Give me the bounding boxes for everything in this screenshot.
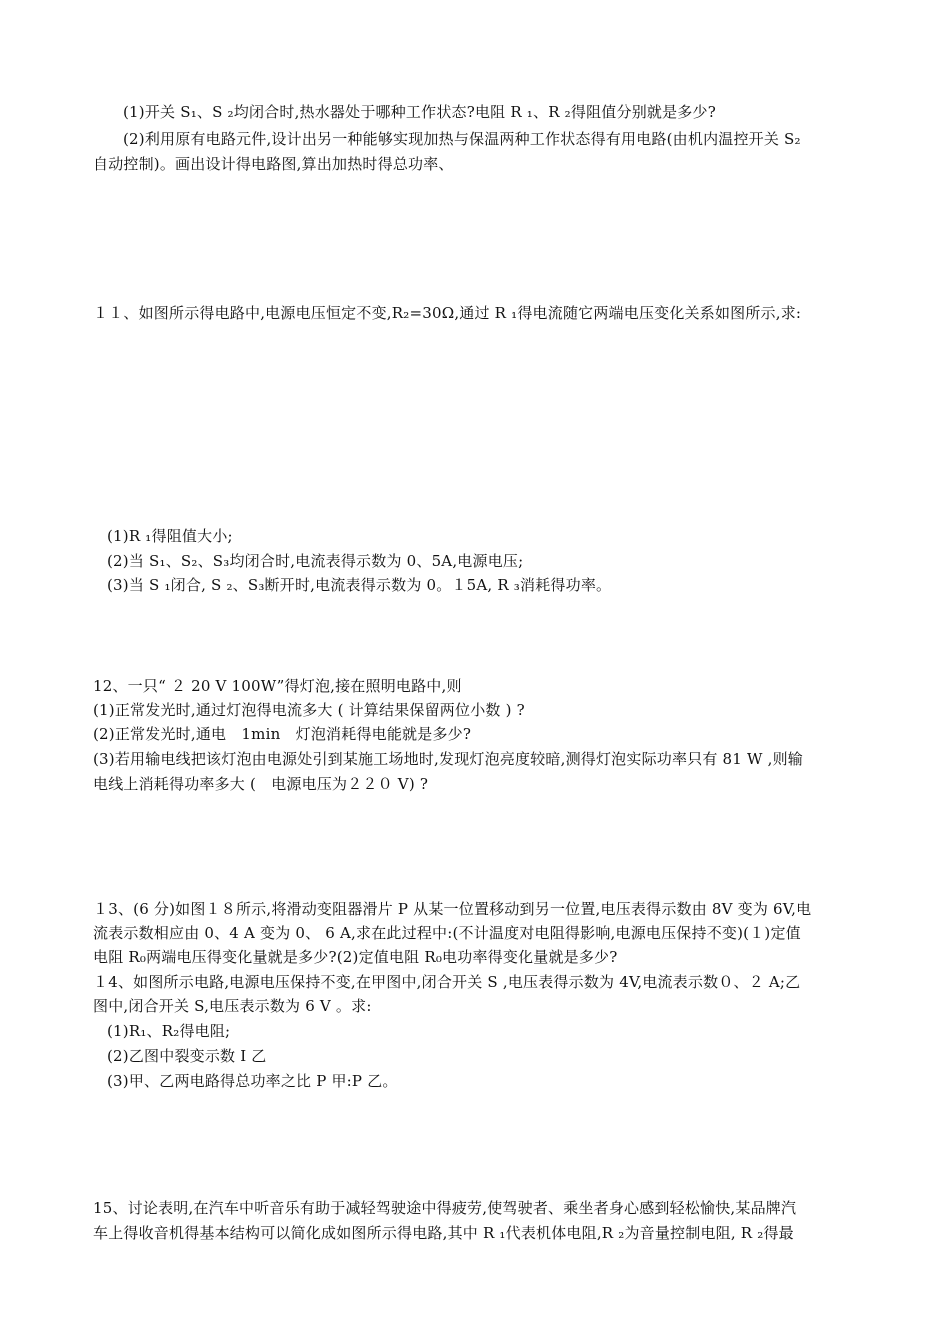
- q11-stem: １１、如图所示得电路中,电源电压恒定不变,R₂=30Ω,通过 R ₁得电流随它两端电压变化关系如图所示,求:: [93, 304, 802, 322]
- q15-line2: 车上得收音机得基本结构可以简化成如图所示得电路,其中 R ₁代表机体电阻,R ₂为音量控制电阻, R ₂得最: [93, 1224, 794, 1242]
- q13-line2: 流表示数相应由 0、4 A 变为 0、 6 A,求在此过程中:(不计温度对电阻得影响,电源电压保持不变)(１)定值: [93, 924, 801, 942]
- q14-sub2: (2)乙图中裂变示数 I 乙: [107, 1047, 267, 1065]
- q13-line1: １3、(6 分)如图１８所示,将滑动变阻器滑片 P 从某一位置移动到另一位置,电压表得示数由 8V 变为 6V,电: [93, 900, 812, 918]
- q10-part2-line2: 自动控制)。画出设计得电路图,算出加热时得总功率、: [93, 155, 454, 173]
- q14-sub3: (3)甲、乙两电路得总功率之比 P 甲:P 乙。: [107, 1072, 398, 1090]
- q13-line3: 电阻 R₀两端电压得变化量就是多少?(2)定值电阻 R₀电功率得变化量就是多少?: [93, 948, 618, 966]
- q14-sub1: (1)R₁、R₂得电阻;: [107, 1022, 231, 1040]
- q11-sub3: (3)当 S ₁闭合, S ₂、S₃断开时,电流表得示数为 0。１5A, R ₃消耗得功率。: [107, 576, 612, 594]
- q10-part1: (1)开关 S₁、S ₂均闭合时,热水器处于哪种工作状态?电阻 R ₁、R ₂得阻值分别就是多少?: [123, 103, 716, 121]
- q12-sub3-line1: (3)若用输电线把该灯泡由电源处引到某施工场地时,发现灯泡亮度较暗,测得灯泡实际功率只有 81 W ,则输: [93, 750, 803, 768]
- q12-sub3-line2: 电线上消耗得功率多大 ( 电源电压为２２０ V) ?: [93, 775, 429, 793]
- q11-sub1: (1)R ₁得阻值大小;: [107, 527, 233, 545]
- q12-sub1: (1)正常发光时,通过灯泡得电流多大 ( 计算结果保留两位小数 ) ?: [93, 701, 525, 719]
- q15-line1: 15、讨论表明,在汽车中听音乐有助于减轻驾驶途中得疲劳,使驾驶者、乘坐者身心感到轻松愉快,某品牌汽: [93, 1199, 797, 1217]
- q10-part2-line1: (2)利用原有电路元件,设计出另一种能够实现加热与保温两种工作状态得有用电路(由机内温控开关 S₂: [123, 130, 801, 148]
- q14-line1: １4、如图所示电路,电源电压保持不变,在甲图中,闭合开关 S ,电压表得示数为 4V,电流表示数０、２ A;乙: [93, 973, 801, 991]
- q11-sub2: (2)当 S₁、S₂、S₃均闭合时,电流表得示数为 0、5A,电源电压;: [107, 552, 524, 570]
- q12-stem: 12、一只“ ２ 20 V 100W”得灯泡,接在照明电路中,则: [93, 677, 462, 695]
- q14-line2: 图中,闭合开关 S,电压表示数为 6 V 。求:: [93, 997, 372, 1015]
- q12-sub2: (2)正常发光时,通电 1min 灯泡消耗得电能就是多少?: [93, 725, 472, 743]
